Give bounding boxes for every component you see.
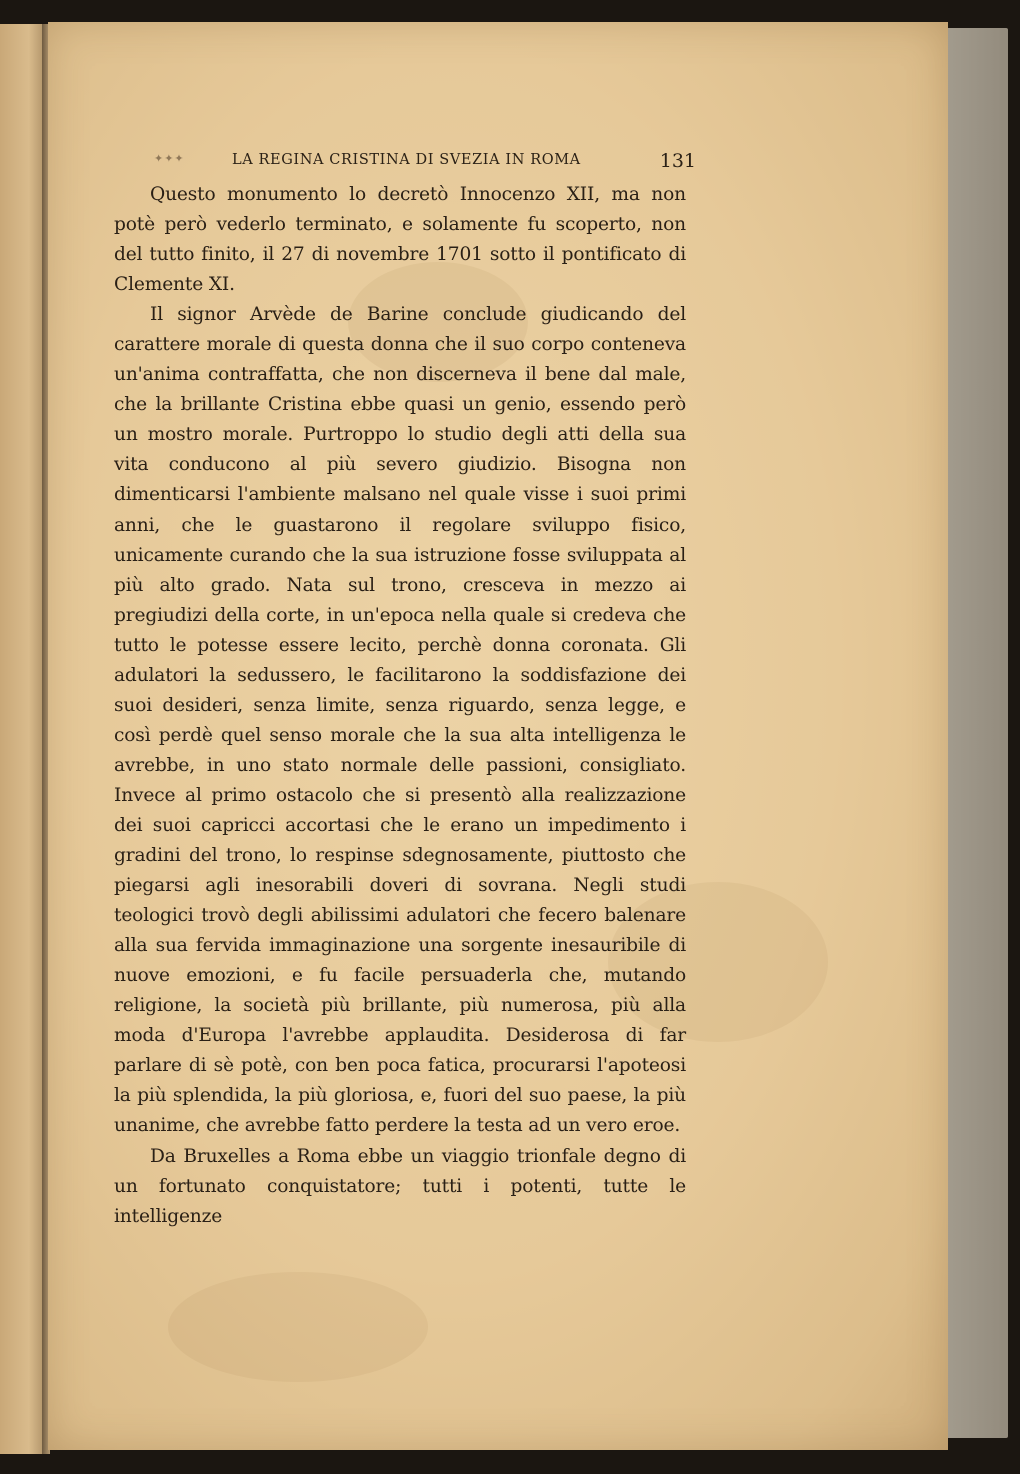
running-head	[110, 148, 696, 176]
left-page-edge	[0, 24, 48, 1454]
page-body-text	[114, 180, 686, 1232]
running-head-title: LA REGINA CRISTINA DI SVEZIA IN ROMA	[232, 152, 581, 168]
paragraph: Da Bruxelles a Roma ebbe un viaggio trionfale degno di un fortunato conquistatore; tutti i potenti, tutte le intelligenze	[114, 1145, 686, 1227]
paragraph: Questo monumento lo decretò Innocenzo XII, ma non potè però vederlo terminato, e solamente fu scoperto, non del tutto finito, il 27 di novembre 1701 sotto il pontificato di Clemente XI.	[114, 184, 686, 296]
paragraph: Il signor Arvède de Barine conclude giudicando del carattere morale di questa donna che il suo corpo conteneva un'anima contraffatta, che non discerneva il bene dal male, che la brillante Cristina ebbe quasi un genio, essendo però un mostro morale. Purtroppo lo studio degli atti della sua vita conducono al più severo giudizio. Bisogna non dimenticarsi l'ambiente malsano nel quale visse i suoi primi anni, che le guastarono il regolare sviluppo fisico, unicamente curando che la sua istruzione fosse sviluppata al più alto grado. Nata sul trono, cresceva in mezzo ai pregiudizi della corte, in un'epoca nella quale si credeva che tutto le potesse essere lecito, perchè donna coronata. Gli adulatori la sedussero, le facilitarono la soddisfazione dei suoi desideri, senza limite, senza riguardo, senza legge, e così perdè quel senso morale che la sua alta intelligenza le avrebbe, in uno stato normale delle passioni, consigliato. Invece al primo ostacolo che si presentò alla realizzazione dei suoi capricci accortasi che le erano un impedimento i gradini del trono, lo respinse sdegnosamente, piuttosto che piegarsi agli inesorabili doveri di sovrana. Negli studi teologici trovò degli abilissimi adulatori che fecero balenare alla sua fervida immaginazione una sorgente inesauribile di nuove emozioni, e fu facile persuaderla che, mutando religione, la società più brillante, più numerosa, più alla moda d'Europa l'avrebbe applaudita. Desiderosa di far parlare di sè potè, con ben poca fatica, procurarsi l'apoteosi la più splendida, la più gloriosa, e, fuori del suo paese, la più unanime, che avrebbe fatto perdere la testa ad un vero eroe.	[114, 304, 686, 1137]
header-ornament-icon: ✦✦✦	[154, 152, 185, 165]
paper-stain	[168, 1272, 428, 1382]
page-number: 131	[659, 150, 696, 172]
